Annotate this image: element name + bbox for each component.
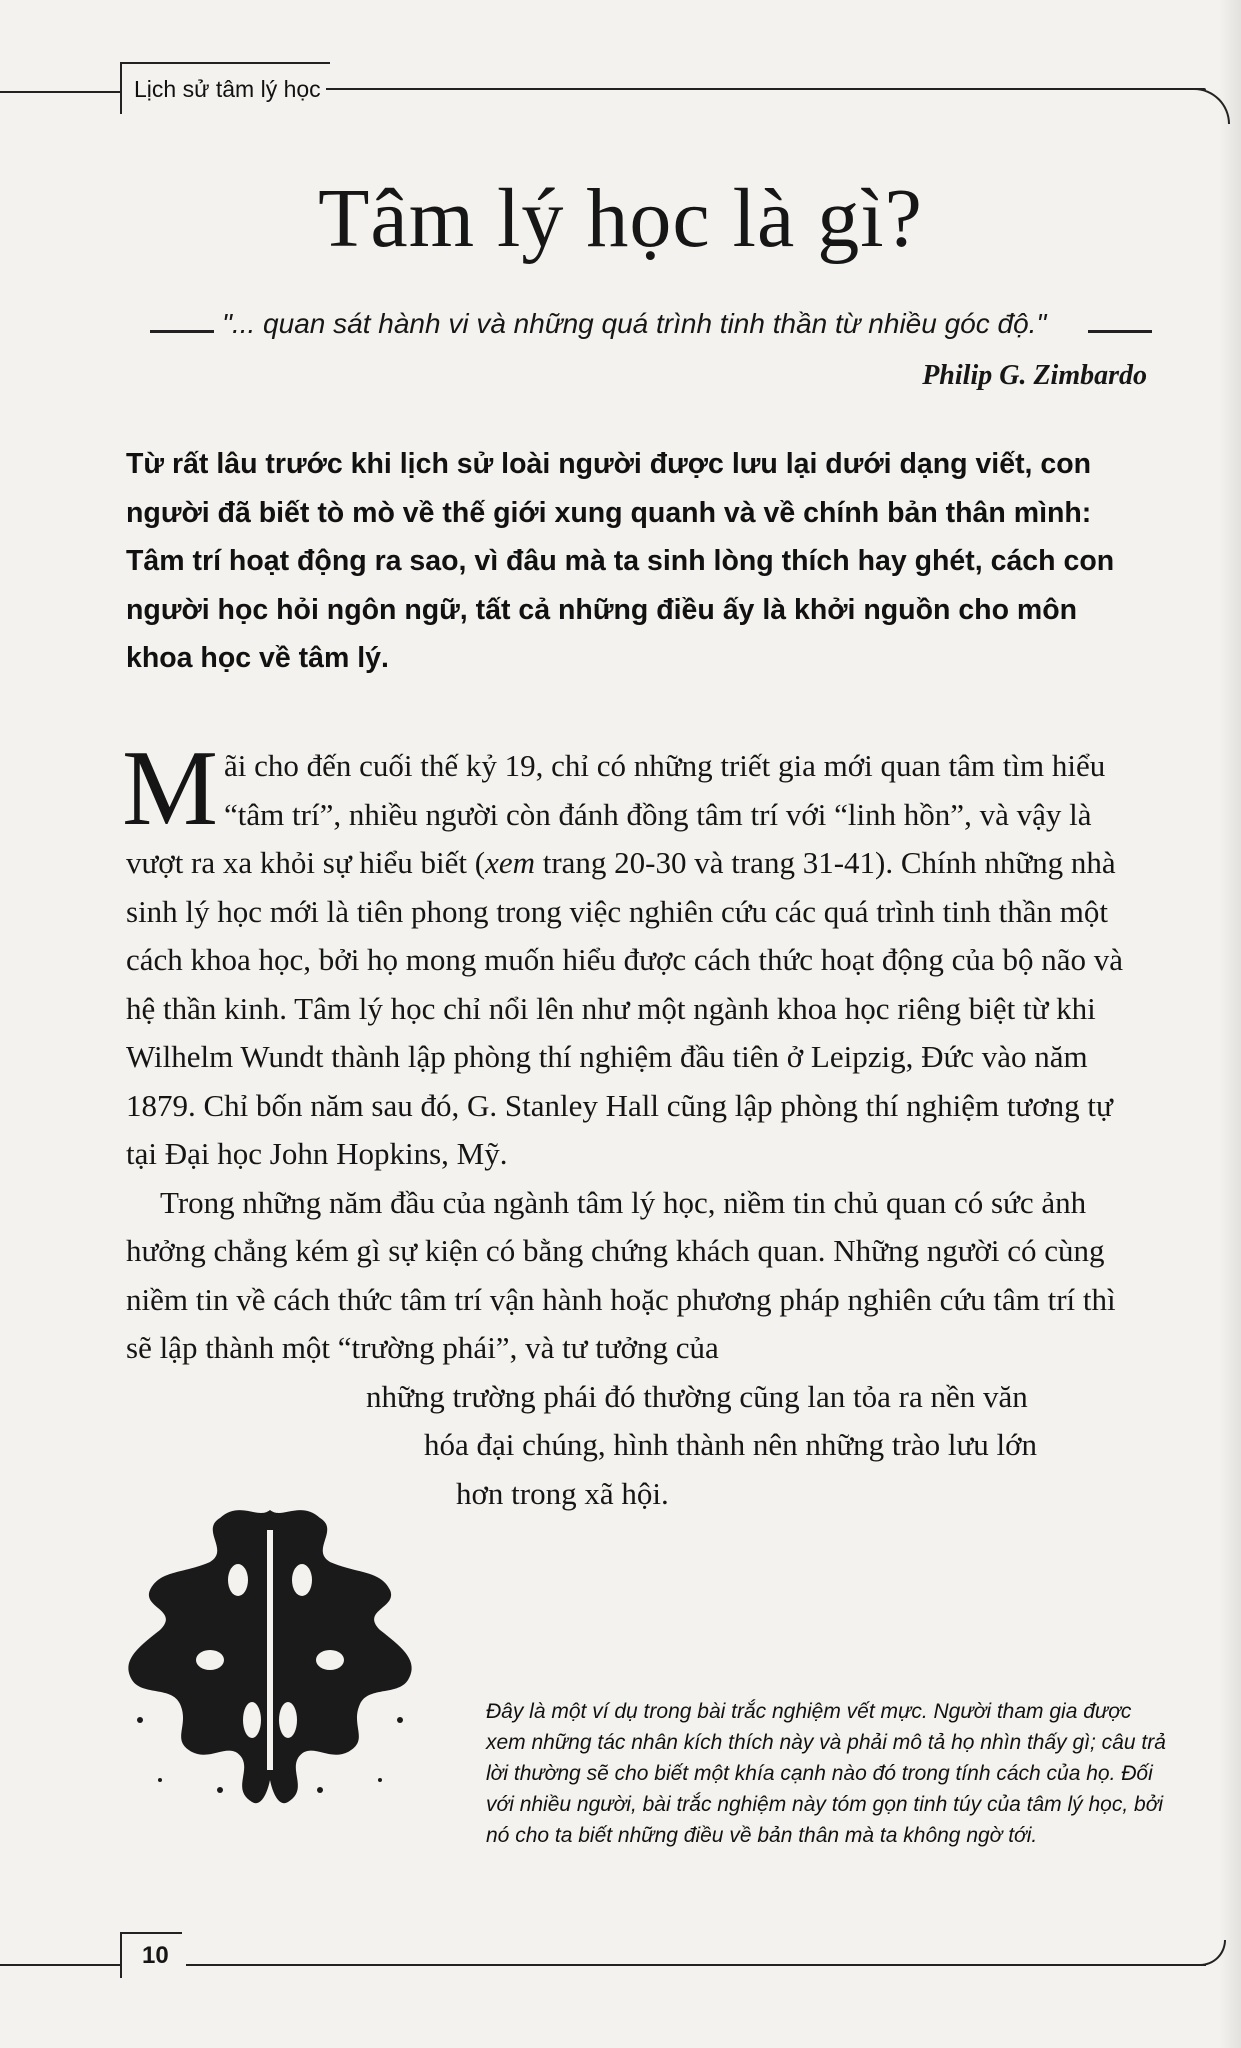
intro-paragraph: Từ rất lâu trước khi lịch sử loài người được lưu lại dưới dạng viết, con người đã biết tò mò về thế giới xung quanh và về chính bản thân mình: Tâm trí hoạt động ra sao, vì đâu mà ta sinh lòng thích hay ghét, cách con người học hỏi ngôn ngữ, tất cả những điều ấy là khởi nguồn cho môn khoa học về tâm lý. [126,448,1115,674]
header-rule-curl [1180,88,1230,124]
para1-xem: xem [485,845,535,880]
footer-rule-curl [1180,1940,1226,1966]
drop-cap: M [122,729,219,848]
running-header [0,62,1241,122]
epigraph [150,308,1150,352]
page-title: Tâm lý học là gì? [318,172,923,265]
running-footer [0,1918,1241,1978]
section-label: Lịch sử tâm lý học [134,76,321,102]
inkblot-caption: Đây là một ví dụ trong bài trắc nghiệm vết mực. Người tham gia được xem những tác nhân kích thích này và phải mô tả họ nhìn thấy gì; câu trả lời thường sẽ cho biết một khía cạnh nào đó trong tính cách của họ. Đối với nhiều người, bài trắc nghiệm này tóm gọn tinh túy của tâm lý học, bởi nó cho ta biết những điều về bản thân mà ta không ngờ tới. [486,1700,1166,1847]
header-rule-left [0,91,122,93]
para2-line-b: những trường phái đó thường cũng lan tỏa ra nền văn [366,1378,1028,1414]
header-tab [120,62,330,114]
quote-text: "... quan sát hành vi và những quá trình tinh thần từ nhiều góc độ." [222,308,1047,339]
body-paragraph-2 [126,1179,1138,1373]
body-paragraph-1 [122,729,1138,1179]
body-text [122,729,1138,1518]
para2-text-a: Trong những năm đầu của ngành tâm lý học, niềm tin chủ quan có sức ảnh hưởng chẳng kém gì sự kiện có bằng chứng khách quan. Những người có cùng niềm tin về cách thức tâm trí vận hành hoặc phương pháp nghiên cứu tâm trí thì sẽ lập thành một “trường phái”, và tư tưởng của [126,1184,1116,1365]
para1-text-b: trang 20-30 và trang 31-41). Chính những nhà sinh lý học mới là tiên phong trong việc nghiên cứu các quá trình tinh thần một cách khoa học, bởi họ mong muốn hiểu được cách thức hoạt động của bộ não và hệ thần kinh. Tâm lý học chỉ nổi lên như một ngành khoa học riêng biệt từ khi Wilhelm Wundt thành lập phòng thí nghiệm đầu tiên ở Leipzig, Đức vào năm 1879. Chỉ bốn năm sau đó, G. Stanley Hall cũng lập phòng thí nghiệm tương tự tại Đại học John Hopkins, Mỹ. [126,845,1123,1171]
footer-rule-right [186,1964,1206,1966]
footer-rule-left [0,1964,122,1966]
para2-line-d: hơn trong xã hội. [456,1475,669,1511]
page-number: 10 [142,1942,169,1969]
quote-author: Philip G. Zimbardo [922,360,1147,391]
header-rule-right [326,88,1206,90]
para1-text-a: ãi cho đến cuối thế kỷ 19, chỉ có những triết gia mới quan tâm tìm hiểu “tâm trí”, nhiều người còn đánh đồng tâm trí với “linh hồn”, và vậy là vượt ra xa khỏi sự hiểu biết ( [126,748,1106,880]
page-edge-shadow [1219,0,1241,2048]
quote-dash-right [1088,330,1152,333]
inkblot-image [120,1490,420,1820]
para2-line-c: hóa đại chúng, hình thành nên những trào lưu lớn [424,1427,1038,1462]
quote-dash-left [150,330,214,333]
